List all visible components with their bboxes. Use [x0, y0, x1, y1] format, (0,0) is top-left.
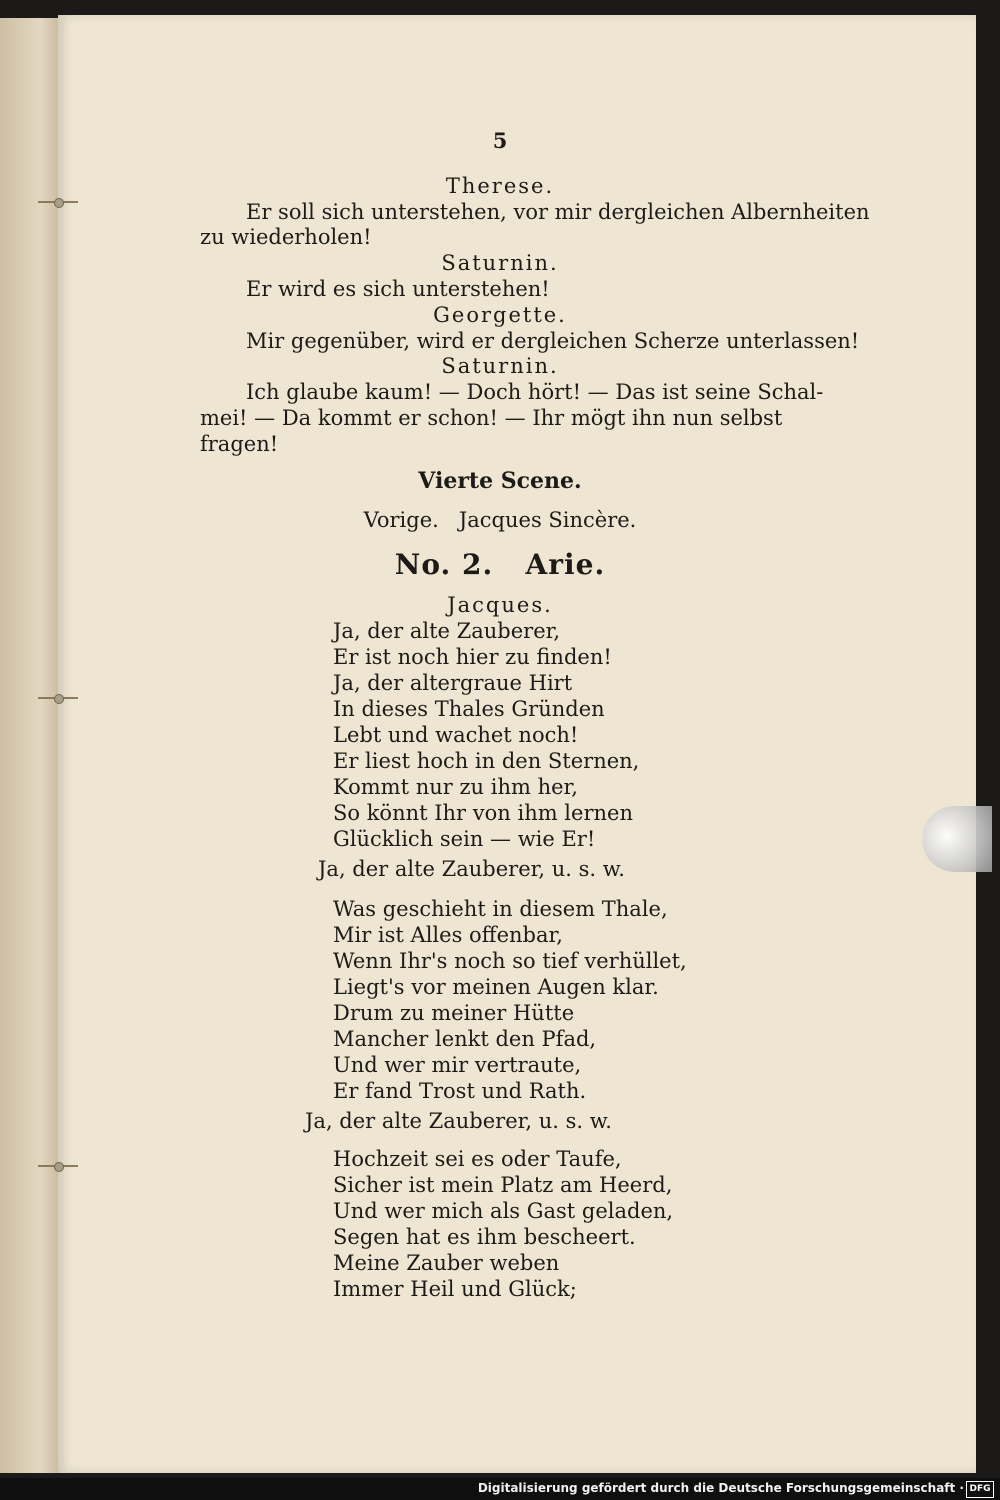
- verse-line: Er liest hoch in den Sternen,: [333, 749, 640, 773]
- dialogue-line: fragen!: [200, 432, 279, 456]
- binding-stitch: [38, 694, 78, 702]
- dialogue-line: mei! — Da kommt er schon! — Ihr mögt ihn nun selbst: [200, 406, 783, 430]
- verse-line: Immer Heil und Glück;: [333, 1277, 577, 1301]
- refrain-line: Ja, der alte Zauberer, u. s. w.: [305, 1109, 612, 1133]
- dialogue-line: zu wiederholen!: [200, 225, 372, 249]
- page-marker-tab: [922, 806, 992, 872]
- verse-line: So könnt Ihr von ihm lernen: [333, 801, 633, 825]
- speaker-saturnin: Saturnin.: [441, 354, 559, 378]
- scene-heading: Vierte Scene.: [418, 468, 582, 494]
- binding-stitch: [38, 1162, 78, 1170]
- verse-line: Sicher ist mein Platz am Heerd,: [333, 1173, 673, 1197]
- verse-line: In dieses Thales Gründen: [333, 697, 605, 721]
- funding-credit: Digitalisierung gefördert durch die Deutsche Forschungsgemeinschaft ·: [477, 1481, 964, 1495]
- dialogue-line: Er wird es sich unterstehen!: [246, 277, 550, 301]
- verse-line: Wenn Ihr's noch so tief verhüllet,: [333, 949, 687, 973]
- previous-page-edge: [0, 18, 58, 1473]
- verse-line: Mancher lenkt den Pfad,: [333, 1027, 597, 1051]
- verse-line: Und wer mir vertraute,: [333, 1053, 582, 1077]
- binding-stitch: [38, 198, 78, 206]
- dialogue-line: Mir gegenüber, wird er dergleichen Scherze unterlassen!: [246, 329, 860, 353]
- verse-line: Ja, der altergraue Hirt: [333, 671, 573, 695]
- verse-line: Meine Zauber weben: [333, 1251, 560, 1275]
- verse-line: Mir ist Alles offenbar,: [333, 923, 563, 947]
- verse-line: Hochzeit sei es oder Taufe,: [333, 1147, 622, 1171]
- speaker-saturnin: Saturnin.: [441, 251, 559, 275]
- dfg-logo: DFG: [966, 1481, 994, 1498]
- verse-line: Und wer mich als Gast geladen,: [333, 1199, 674, 1223]
- verse-line: Segen hat es ihm bescheert.: [333, 1225, 636, 1249]
- verse-line: Was geschieht in diesem Thale,: [333, 897, 668, 921]
- verse-line: Glücklich sein — wie Er!: [333, 827, 596, 851]
- verse-line: Er ist noch hier zu finden!: [333, 645, 612, 669]
- verse-line: Lebt und wachet noch!: [333, 723, 579, 747]
- scene-persons: Vorige. Jacques Sincère.: [363, 508, 637, 532]
- dialogue-line: Ich glaube kaum! — Doch hört! — Das ist seine Schal-: [246, 380, 824, 404]
- page-number: 5: [492, 128, 508, 153]
- verse-line: Ja, der alte Zauberer,: [333, 619, 561, 643]
- verse-line: Kommt nur zu ihm her,: [333, 775, 578, 799]
- singer-name: Jacques.: [447, 593, 553, 617]
- speaker-therese: Therese.: [445, 174, 555, 198]
- digitization-footer: [0, 1478, 1000, 1500]
- verse-line: Liegt's vor meinen Augen klar.: [333, 975, 659, 999]
- speaker-georgette: Georgette.: [433, 303, 567, 327]
- dialogue-line: Er soll sich unterstehen, vor mir dergleichen Albernheiten: [246, 200, 870, 224]
- verse-line: Er fand Trost und Rath.: [333, 1079, 587, 1103]
- verse-line: Drum zu meiner Hütte: [333, 1001, 575, 1025]
- aria-number-heading: No. 2. Arie.: [394, 548, 606, 581]
- refrain-line: Ja, der alte Zauberer, u. s. w.: [318, 857, 625, 881]
